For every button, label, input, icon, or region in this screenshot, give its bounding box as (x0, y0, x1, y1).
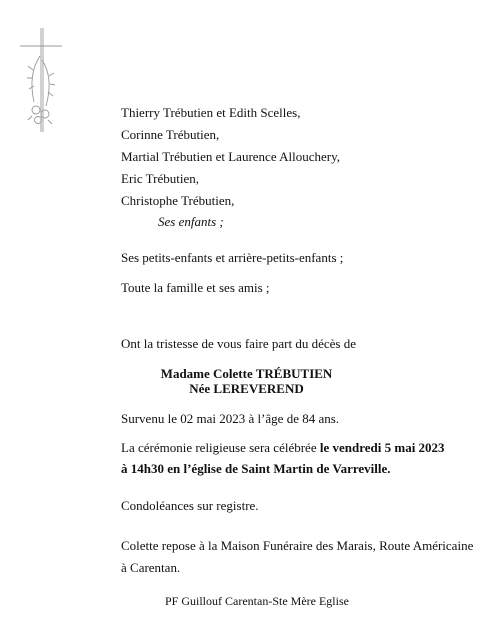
cross-with-flowers-icon (18, 26, 64, 134)
ceremony-line-2: à 14h30 en l’église de Saint Martin de Varreville. (121, 461, 391, 476)
ceremony-date: le vendredi 5 mai 2023 (319, 440, 445, 455)
rest-line-1: Colette repose à la Maison Funéraire des Marais, Route Américaine (121, 538, 474, 553)
heir-line-2: Corinne Trébutien, (121, 127, 220, 142)
deceased-surname: TRÉBUTIEN (255, 366, 333, 381)
heir-line-1: Thierry Trébutien et Edith Scelles, (121, 105, 301, 120)
death-line: Survenu le 02 mai 2023 à l’âge de 84 ans. (121, 411, 340, 426)
condolences-line: Condoléances sur registre. (121, 498, 259, 513)
grandchildren-line: Ses petits-enfants et arrière-petits-enfants ; (121, 250, 344, 265)
ceremony-intro: La cérémonie religieuse sera célébrée (121, 440, 320, 455)
deceased-name-line (0, 366, 493, 382)
funeral-home-line: PF Guillouf Carentan-Ste Mère Eglise (165, 594, 349, 608)
children-label: Ses enfants ; (158, 214, 224, 229)
rest-line-2: à Carentan. (121, 560, 181, 575)
ceremony-line-1 (121, 440, 445, 456)
heir-line-3: Martial Trébutien et Laurence Allouchery, (121, 149, 341, 164)
announcement-line: Ont la tristesse de vous faire part du décès de (121, 336, 357, 351)
deceased-name-prefix: Madame Colette (160, 366, 256, 381)
maiden-name-line: Née LEREVEREND (189, 381, 304, 396)
family-line: Toute la famille et ses amis ; (121, 280, 270, 295)
heir-line-5: Christophe Trébutien, (121, 193, 235, 208)
heir-line-4: Eric Trébutien, (121, 171, 199, 186)
